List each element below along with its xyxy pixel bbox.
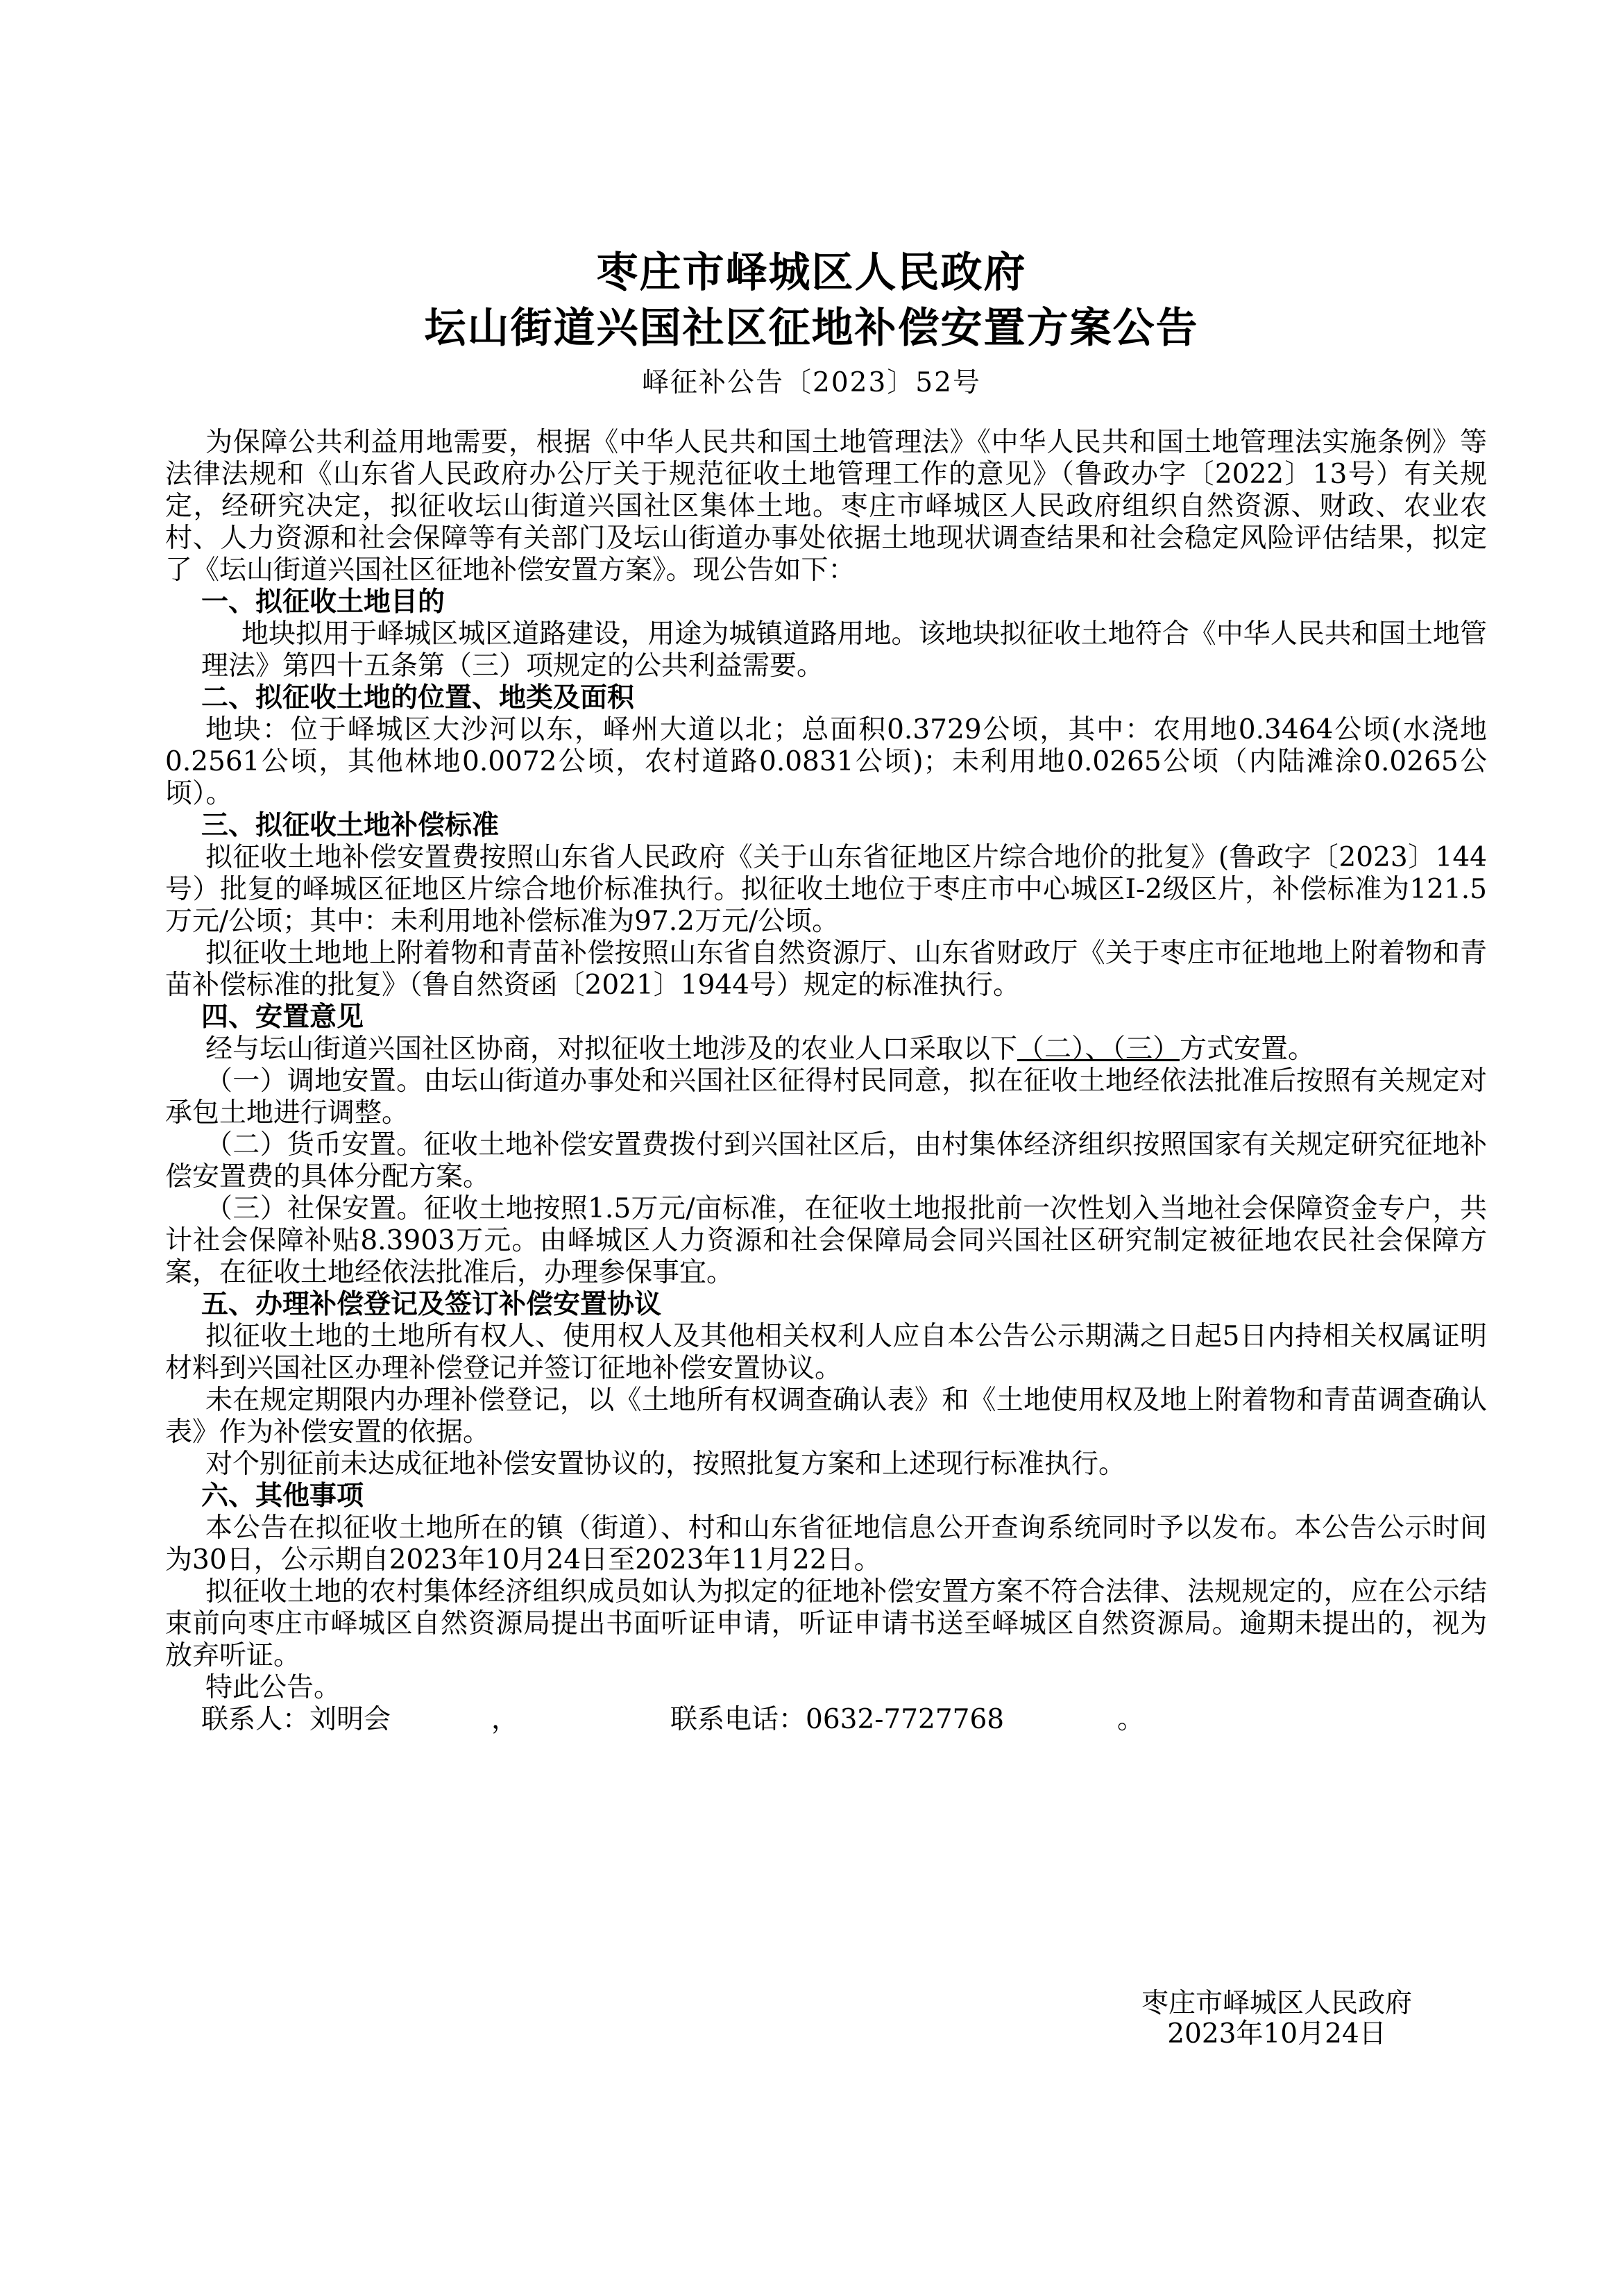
section-5-paragraph-3: 对个别征前未达成征地补偿安置协议的，按照批复方案和上述现行标准执行。 (205, 1449, 1126, 1480)
section-4-lead (165, 1033, 1487, 1065)
contact-end-mark: 。 (1117, 1704, 1145, 1735)
contact-phone: 联系电话：0632-7727768 (670, 1704, 1005, 1735)
closing-text: 特此公告。 (205, 1672, 341, 1703)
section-3-paragraph-1: 拟征收土地补偿安置费按照山东省人民政府《关于山东省征地区片综合地价的批复》(鲁政字〔2023〕144号）批复的峄城区征地区片综合地价标准执行。拟征收土地位于枣庄市中心城区I-2级区片，补偿标准为121.5万元/公顷；其中：未利用地补偿标准为97.2万元/公顷。 (165, 842, 1487, 937)
signer-name: 枣庄市峄城区人民政府 (1141, 1988, 1412, 2019)
intro-paragraph: 为保障公共利益用地需要，根据《中华人民共和国土地管理法》《中华人民共和国土地管理法实施条例》等法律法规和《山东省人民政府办公厅关于规范征收土地管理工作的意见》（鲁政办字〔2022〕13号）有关规定，经研究决定，拟征收坛山街道兴国社区集体土地。枣庄市峄城区人民政府组织自然资源、财政、农业农村、人力资源和社会保障等有关部门及坛山街道办事处依据土地现状调查结果和社会稳定风险评估结果，拟定了《坛山街道兴国社区征地补偿安置方案》。现公告如下： (165, 427, 1487, 586)
section-1-text: 地块拟用于峄城区城区道路建设，用途为城镇道路用地。该地块拟征收土地符合《中华人民共和国土地管理法》第四十五条第（三）项规定的公共利益需要。 (201, 618, 1487, 682)
section-5-paragraph-1: 拟征收土地的土地所有权人、使用权人及其他相关权利人应自本公告公示期满之日起5日内持相关权属证明材料到兴国社区办理补偿登记并签订征地补偿安置协议。 (165, 1321, 1487, 1384)
section-2-text: 地块：位于峄城区大沙河以东，峄州大道以北；总面积0.3729公顷，其中：农用地0.3464公顷(水浇地0.2561公顷，其他林地0.0072公顷，农村道路0.0831公顷)；未利用地0.0265公顷（内陆滩涂0.0265公顷）。 (165, 714, 1487, 809)
section-4-paragraph-3: （三）社保安置。征收土地按照1.5万元/亩标准，在征收土地报批前一次性划入当地社会保障资金专户，共计社会保障补贴8.3903万元。由峄城区人力资源和社会保障局会同兴国社区研究制定被征地农民社会保障方案，在征收土地经依法批准后，办理参保事宜。 (165, 1193, 1487, 1288)
contact-line (165, 1704, 1487, 1736)
section-4-lead-underlined: （二）、（三） (1017, 1033, 1180, 1065)
section-2-heading: 二、拟征收土地的位置、地类及面积 (201, 682, 635, 714)
sign-date: 2023年10月24日 (1167, 2018, 1386, 2050)
contact-person: 联系人：刘明会 (201, 1704, 391, 1735)
section-1-heading: 一、拟征收土地目的 (201, 586, 445, 618)
section-6-heading: 六、其他事项 (201, 1480, 364, 1512)
document-body (165, 427, 1487, 1736)
section-6-paragraph-1: 本公告在拟征收土地所在的镇（街道）、村和山东省征地信息公开查询系统同时予以发布。本公告公示时间为30日，公示期自2023年10月24日至2023年11月22日。 (165, 1512, 1487, 1576)
signature-block (1103, 1989, 1450, 2050)
title-line-2: 坛山街道兴国社区征地补偿安置方案公告 (424, 304, 1199, 353)
section-4-lead-b: 方式安置。 (1180, 1033, 1316, 1065)
section-3-paragraph-2: 拟征收土地地上附着物和青苗补偿按照山东省自然资源厅、山东省财政厅《关于枣庄市征地地上附着物和青苗补偿标准的批复》（鲁自然资函〔2021〕1944号）规定的标准执行。 (165, 938, 1487, 1001)
section-3-heading: 三、拟征收土地补偿标准 (201, 810, 500, 841)
section-5-paragraph-2: 未在规定期限内办理补偿登记，以《土地所有权调查确认表》和《土地使用权及地上附着物和青苗调查确认表》作为补偿安置的依据。 (165, 1385, 1487, 1448)
section-6-paragraph-2: 拟征收土地的农村集体经济组织成员如认为拟定的征地补偿安置方案不符合法律、法规规定的，应在公示结束前向枣庄市峄城区自然资源局提出书面听证申请，听证申请书送至峄城区自然资源局。逾期未提出的，视为放弃听证。 (165, 1576, 1487, 1671)
section-4-paragraph-2: （二）货币安置。征收土地补偿安置费拨付到兴国社区后，由村集体经济组织按照国家有关规定研究征地补偿安置费的具体分配方案。 (165, 1129, 1487, 1192)
document-number: 峄征补公告〔2023〕52号 (642, 367, 981, 398)
title-line-1: 枣庄市峄城区人民政府 (596, 248, 1027, 297)
section-5-heading: 五、办理补偿登记及签订补偿安置协议 (201, 1289, 662, 1320)
contact-separator: ， (491, 1704, 519, 1735)
section-4-heading: 四、安置意见 (201, 1002, 364, 1033)
section-4-lead-a: 经与坛山街道兴国社区协商，对拟征收土地涉及的农业人口采取以下 (205, 1033, 1018, 1065)
section-4-paragraph-1: （一）调地安置。由坛山街道办事处和兴国社区征得村民同意，拟在征收土地经依法批准后按照有关规定对承包土地进行调整。 (165, 1065, 1487, 1129)
